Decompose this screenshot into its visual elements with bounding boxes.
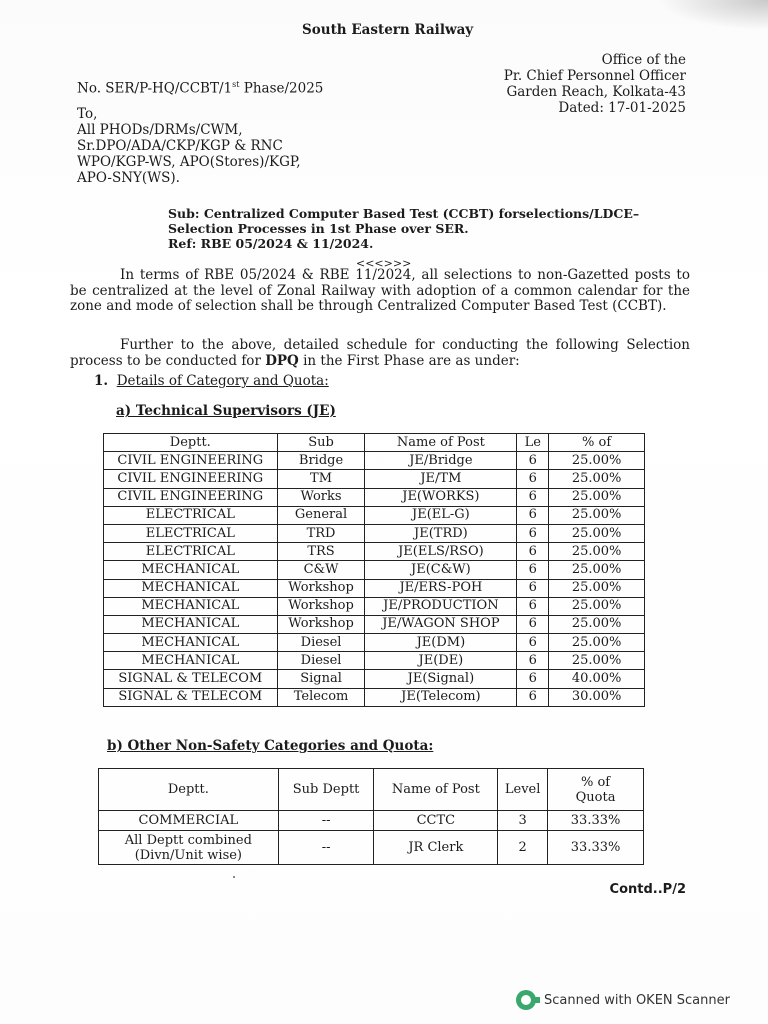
table-cell: Telecom (277, 688, 365, 706)
table-header-row (104, 434, 645, 452)
table-cell: Workshop (277, 615, 365, 633)
table-cell: JE(Telecom) (365, 688, 517, 706)
table-cell: JE(Signal) (365, 670, 517, 688)
paragraph-1: In terms of RBE 05/2024 & RBE 11/2024, all selections to non-Gazetted posts to be centralized at the level of Zonal Railway with adoption of a common calendar for the zone and mode of selection shall be through Centralized Computer Based Test (CCBT). (70, 267, 690, 314)
table-row (104, 561, 645, 579)
date-line: Dated: 17-01-2025 (558, 100, 686, 116)
office-address-block (504, 52, 686, 116)
technical-supervisors-table (103, 433, 645, 707)
table-cell: All Deptt combined (Divn/Unit wise) (99, 831, 279, 865)
table-row (104, 670, 645, 688)
table-cell: COMMERCIAL (99, 811, 279, 831)
ink-speck (233, 876, 235, 878)
subject-line: Selection Processes in 1st Phase over SER. (168, 221, 469, 236)
table-cell: SIGNAL & TELECOM (104, 670, 278, 688)
table-cell: C&W (277, 561, 365, 579)
table-cell: 30.00% (549, 688, 645, 706)
recipient-line: APO-SNY(WS). (77, 170, 180, 186)
table-cell: 40.00% (549, 670, 645, 688)
column-header: Name of Post (365, 434, 517, 452)
divider-mark: <<<>>> (356, 257, 412, 270)
table-cell: 25.00% (549, 488, 645, 506)
column-header: Le (517, 434, 549, 452)
paragraph-2: Further to the above, detailed schedule for conducting the following Selection process to be conducted for DPQ in the First Phase are as under: (70, 337, 690, 369)
column-header: Name of Post (374, 769, 498, 811)
table-row (104, 543, 645, 561)
table-cell: Diesel (277, 634, 365, 652)
table-cell: 33.33% (548, 811, 644, 831)
table-cell: 6 (517, 597, 549, 615)
table-cell: 25.00% (549, 452, 645, 470)
table-row (104, 506, 645, 524)
table-cell: 6 (517, 688, 549, 706)
table-cell: CIVIL ENGINEERING (104, 452, 278, 470)
table-header-row (99, 769, 644, 811)
table-cell: JE/WAGON SHOP (365, 615, 517, 633)
subject-block (168, 206, 639, 251)
table-row (99, 831, 644, 865)
scan-shadow (658, 0, 768, 30)
table-cell: JR Clerk (374, 831, 498, 865)
table-cell: MECHANICAL (104, 615, 278, 633)
non-safety-quota-table (98, 768, 644, 865)
recipient-line: All PHODs/DRMs/CWM, (77, 122, 243, 138)
table-cell: 6 (517, 524, 549, 542)
table-row (104, 688, 645, 706)
scanner-watermark (516, 990, 730, 1010)
table-cell: 25.00% (549, 615, 645, 633)
table-cell: 3 (498, 811, 548, 831)
table-cell: SIGNAL & TELECOM (104, 688, 278, 706)
table-cell: 6 (517, 488, 549, 506)
table-row (104, 597, 645, 615)
scanner-text: Scanned with OKEN Scanner (544, 992, 730, 1008)
table-cell: JE(DM) (365, 634, 517, 652)
table-cell: TM (277, 470, 365, 488)
table-cell: 6 (517, 634, 549, 652)
table-cell: TRS (277, 543, 365, 561)
office-line: Garden Reach, Kolkata-43 (506, 84, 686, 100)
subsection-a-heading: a) Technical Supervisors (JE) (116, 403, 336, 419)
table-cell: CIVIL ENGINEERING (104, 488, 278, 506)
table-cell: -- (278, 811, 374, 831)
table-cell: 6 (517, 670, 549, 688)
table-cell: 6 (517, 561, 549, 579)
table-cell: MECHANICAL (104, 561, 278, 579)
office-line: Pr. Chief Personnel Officer (503, 68, 686, 84)
table-cell: 25.00% (549, 506, 645, 524)
table-cell: 25.00% (549, 579, 645, 597)
table-cell: 6 (517, 506, 549, 524)
table-cell: -- (278, 831, 374, 865)
table-cell: 25.00% (549, 634, 645, 652)
column-header: Level (498, 769, 548, 811)
table-cell: CCTC (374, 811, 498, 831)
table-cell: 6 (517, 615, 549, 633)
table-cell: JE/PRODUCTION (365, 597, 517, 615)
subsection-b-heading: b) Other Non-Safety Categories and Quota: (107, 738, 434, 754)
column-header: Deptt. (104, 434, 278, 452)
table-cell: JE/ERS-POH (365, 579, 517, 597)
table-cell: 25.00% (549, 543, 645, 561)
column-header: % of Quota (548, 769, 644, 811)
table-cell: JE(EL-G) (365, 506, 517, 524)
table-cell: JE/TM (365, 470, 517, 488)
table-row (104, 452, 645, 470)
table-cell: 6 (517, 543, 549, 561)
table-cell: MECHANICAL (104, 652, 278, 670)
table-cell: 25.00% (549, 524, 645, 542)
table-row (104, 652, 645, 670)
table-cell: 25.00% (549, 561, 645, 579)
continued-note: Contd..P/2 (609, 882, 686, 897)
table-row (104, 488, 645, 506)
table-row (104, 634, 645, 652)
table-cell: JE(WORKS) (365, 488, 517, 506)
reference-number: No. SER/P-HQ/CCBT/1st Phase/2025 (77, 80, 324, 97)
table-cell: ELECTRICAL (104, 506, 278, 524)
table-cell: CIVIL ENGINEERING (104, 470, 278, 488)
table-cell: JE(C&W) (365, 561, 517, 579)
scanner-logo-icon (516, 990, 536, 1010)
to-label: To, (77, 106, 98, 122)
table-cell: 25.00% (549, 597, 645, 615)
table-cell: 25.00% (549, 470, 645, 488)
table-cell: Works (277, 488, 365, 506)
organization-name: South Eastern Railway (302, 22, 474, 38)
table-cell: ELECTRICAL (104, 543, 278, 561)
table-row (104, 615, 645, 633)
table-cell: Workshop (277, 597, 365, 615)
table-cell: JE/Bridge (365, 452, 517, 470)
table-cell: JE(ELS/RSO) (365, 543, 517, 561)
subject-line: Sub: Centralized Computer Based Test (CCBT) forselections/LDCE– (168, 206, 640, 221)
table-cell: 2 (498, 831, 548, 865)
recipient-line: WPO/KGP-WS, APO(Stores)/KGP, (77, 154, 301, 170)
column-header: Deptt. (99, 769, 279, 811)
table-cell: MECHANICAL (104, 579, 278, 597)
table-row (99, 811, 644, 831)
table-cell: Workshop (277, 579, 365, 597)
table-cell: MECHANICAL (104, 597, 278, 615)
column-header: Sub (277, 434, 365, 452)
table-cell: 25.00% (549, 652, 645, 670)
column-header: Sub Deptt (278, 769, 374, 811)
table-cell: Bridge (277, 452, 365, 470)
table-row (104, 470, 645, 488)
subject-ref: Ref: RBE 05/2024 & 11/2024. (168, 236, 374, 251)
table-cell: MECHANICAL (104, 634, 278, 652)
recipients-block (77, 106, 301, 186)
recipient-line: Sr.DPO/ADA/CKP/KGP & RNC (77, 138, 283, 154)
column-header: % of (549, 434, 645, 452)
table-cell: 6 (517, 579, 549, 597)
table-cell: TRD (277, 524, 365, 542)
table-cell: JE(TRD) (365, 524, 517, 542)
table-row (104, 524, 645, 542)
table-row (104, 579, 645, 597)
table-cell: 6 (517, 452, 549, 470)
table-cell: 6 (517, 470, 549, 488)
office-line: Office of the (601, 52, 686, 68)
table-cell: ELECTRICAL (104, 524, 278, 542)
table-cell: Diesel (277, 652, 365, 670)
table-cell: 6 (517, 652, 549, 670)
section-heading: 1. Details of Category and Quota: (94, 373, 329, 389)
table-cell: JE(DE) (365, 652, 517, 670)
table-cell: General (277, 506, 365, 524)
table-cell: 33.33% (548, 831, 644, 865)
table-cell: Signal (277, 670, 365, 688)
